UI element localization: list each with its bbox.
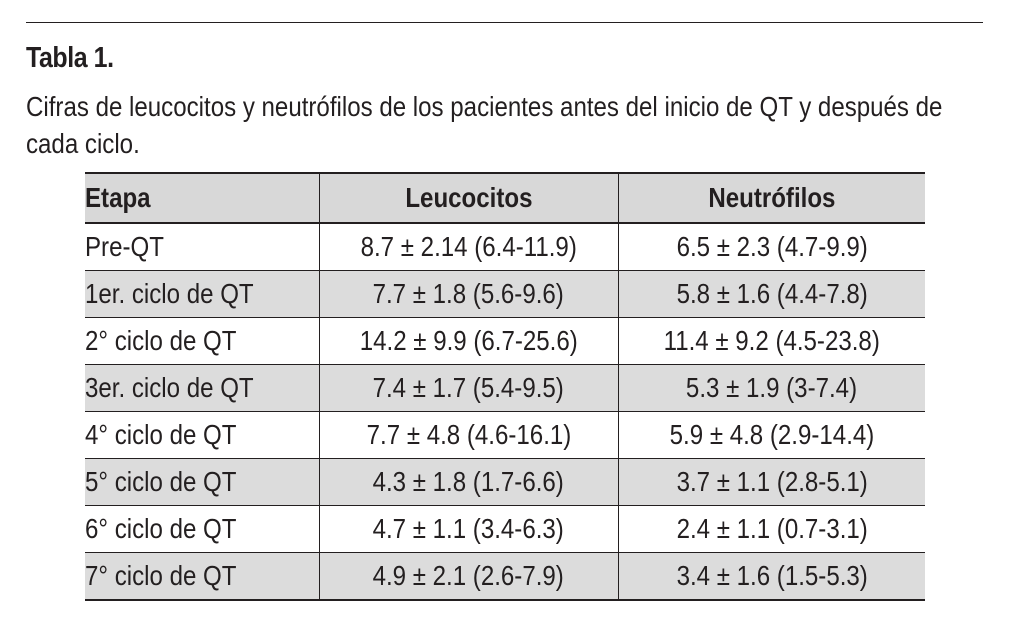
neutrofilos-cell: 11.4 ± 9.2 (4.5-23.8) [618,318,925,365]
leucocitos-cell: 4.3 ± 1.8 (1.7-6.6) [319,459,618,506]
leucocitos-cell: 7.7 ± 4.8 (4.6-16.1) [319,412,618,459]
table-row [85,459,925,506]
stage-cell: 5° ciclo de QT [85,459,319,506]
table-row [85,506,925,553]
leucocitos-cell: 8.7 ± 2.14 (6.4-11.9) [319,223,618,271]
stage-cell: Pre-QT [85,223,319,271]
leucocitos-cell: 4.7 ± 1.1 (3.4-6.3) [319,506,618,553]
stage-cell: 2° ciclo de QT [85,318,319,365]
header-row [85,173,925,223]
leucocitos-cell: 4.9 ± 2.1 (2.6-7.9) [319,553,618,601]
header-cell-etapa: Etapa [85,173,319,223]
stage-cell: 4° ciclo de QT [85,412,319,459]
neutrofilos-cell: 5.8 ± 1.6 (4.4-7.8) [618,271,925,318]
stage-cell: 6° ciclo de QT [85,506,319,553]
neutrofilos-cell: 5.9 ± 4.8 (2.9-14.4) [618,412,925,459]
neutrofilos-cell: 3.7 ± 1.1 (2.8-5.1) [618,459,925,506]
table-row [85,412,925,459]
leucocitos-cell: 7.4 ± 1.7 (5.4-9.5) [319,365,618,412]
table-caption: Cifras de leucocitos y neutrófilos de los pacientes antes del inicio de QT y después de cada ciclo. [26,91,943,159]
header-cell-leucocitos: Leucocitos [319,173,618,223]
neutrofilos-cell: 5.3 ± 1.9 (3-7.4) [618,365,925,412]
neutrofilos-cell: 6.5 ± 2.3 (4.7-9.9) [618,223,925,271]
top-rule [26,22,983,23]
neutrofilos-cell: 3.4 ± 1.6 (1.5-5.3) [618,553,925,601]
stage-cell: 1er. ciclo de QT [85,271,319,318]
table-row [85,365,925,412]
table-title: Tabla 1. [26,42,114,74]
neutrofilos-cell: 2.4 ± 1.1 (0.7-3.1) [618,506,925,553]
table-row [85,318,925,365]
header-cell-neutrofilos: Neutrófilos [618,173,925,223]
leucocitos-cell: 7.7 ± 1.8 (5.6-9.6) [319,271,618,318]
table-row [85,223,925,271]
leucocitos-cell: 14.2 ± 9.9 (6.7-25.6) [319,318,618,365]
data-table [85,172,925,601]
stage-cell: 7° ciclo de QT [85,553,319,601]
stage-cell: 3er. ciclo de QT [85,365,319,412]
table-row [85,553,925,601]
table-row [85,271,925,318]
